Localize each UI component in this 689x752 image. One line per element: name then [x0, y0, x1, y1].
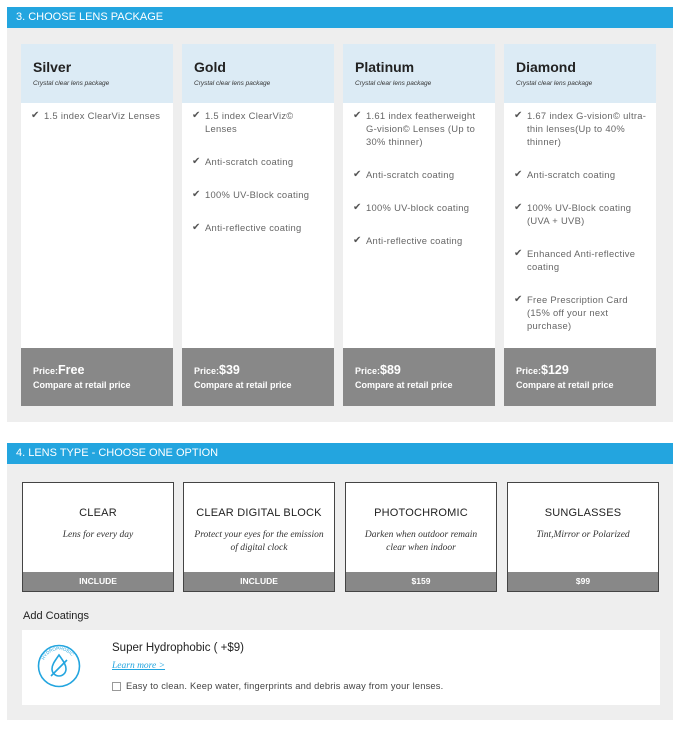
lens-option-price: INCLUDE	[184, 572, 334, 591]
compare-label: Compare at retail price	[355, 380, 453, 390]
feature-item	[192, 155, 326, 168]
lens-option-title: PHOTOCHROMIC	[374, 507, 468, 519]
check-icon: ✔	[192, 222, 201, 233]
lens-option-price: $99	[508, 572, 658, 591]
feature-item	[514, 247, 648, 273]
feature-item	[353, 201, 487, 214]
feature-item	[514, 109, 648, 148]
check-icon: ✔	[192, 110, 201, 121]
price-label: Price:	[194, 366, 220, 376]
package-card-silver[interactable]	[21, 44, 173, 406]
feature-list	[21, 103, 173, 122]
check-icon: ✔	[514, 248, 523, 259]
coating-checkbox-row[interactable]	[112, 681, 443, 691]
feature-list	[504, 103, 656, 332]
package-card-gold[interactable]	[182, 44, 334, 406]
package-name: Platinum	[355, 59, 415, 75]
price-label: Price:	[355, 366, 381, 376]
lens-option-title: CLEAR	[79, 507, 117, 519]
coating-title: Super Hydrophobic ( +$9)	[112, 642, 245, 654]
feature-item	[353, 234, 487, 247]
feature-item	[353, 168, 487, 181]
package-card-platinum[interactable]	[343, 44, 495, 406]
price-value: $89	[380, 363, 401, 377]
feature-text: Anti-reflective coating	[205, 222, 302, 233]
feature-text: Free Prescription Card (15% off your next purchase)	[527, 294, 628, 331]
price-value: Free	[58, 363, 85, 377]
lens-option-sunglasses[interactable]	[507, 482, 659, 592]
feature-item	[514, 168, 648, 181]
feature-item	[353, 109, 487, 148]
package-subtitle: Crystal clear lens package	[355, 80, 432, 87]
package-header	[504, 44, 656, 103]
lens-option-title: CLEAR DIGITAL BLOCK	[196, 507, 322, 519]
hydrophobic-droplet-icon	[37, 644, 81, 688]
section-header: 3. CHOOSE LENS PACKAGE	[7, 7, 673, 28]
package-subtitle: Crystal clear lens package	[33, 80, 110, 87]
feature-text: Anti-scratch coating	[205, 156, 294, 167]
feature-text: 1.5 index ClearViz Lenses	[44, 110, 161, 121]
lens-option-photochromic[interactable]	[345, 482, 497, 592]
price-label: Price:	[516, 366, 542, 376]
lens-option-title: SUNGLASSES	[544, 507, 622, 519]
price-value: $39	[219, 363, 240, 377]
lens-option-desc: Protect your eyes for the emission of digital clock	[194, 530, 324, 553]
svg-text:HYDROPHOBIC: HYDROPHOBIC	[40, 645, 75, 661]
package-footer	[21, 348, 173, 406]
section-header: 4. LENS TYPE - CHOOSE ONE OPTION	[7, 443, 673, 464]
package-name: Silver	[33, 59, 72, 75]
package-subtitle: Crystal clear lens package	[194, 80, 271, 87]
package-footer	[182, 348, 334, 406]
package-name: Diamond	[516, 59, 576, 75]
check-icon: ✔	[514, 169, 523, 180]
compare-label: Compare at retail price	[33, 380, 131, 390]
lens-option-price: INCLUDE	[23, 572, 173, 591]
package-header	[182, 44, 334, 103]
lens-option-price: $159	[346, 572, 496, 591]
check-icon: ✔	[353, 169, 362, 180]
lens-option-desc: Darken when outdoor remain clear when indoor	[364, 530, 478, 553]
compare-label: Compare at retail price	[194, 380, 292, 390]
check-icon: ✔	[31, 110, 40, 121]
package-card-diamond[interactable]	[504, 44, 656, 406]
lens-option-clear[interactable]	[22, 482, 174, 592]
feature-item	[192, 221, 326, 234]
lens-option-clear-digital-block[interactable]	[183, 482, 335, 592]
package-footer	[343, 348, 495, 406]
feature-text: Enhanced Anti-reflective coating	[527, 248, 636, 272]
check-icon: ✔	[514, 202, 523, 213]
price-label: Price:	[33, 366, 59, 376]
feature-text: 1.5 index ClearViz© Lenses	[205, 110, 294, 134]
package-name: Gold	[194, 59, 226, 75]
add-coatings-label: Add Coatings	[23, 610, 90, 622]
feature-text: 100% UV-Block coating (UVA + UVB)	[527, 202, 632, 226]
check-icon: ✔	[353, 235, 362, 246]
feature-text: 100% UV-block coating	[366, 202, 470, 213]
feature-list	[182, 103, 334, 234]
coating-checkbox-label: Easy to clean. Keep water, fingerprints and debris away from your lenses.	[126, 681, 444, 691]
price-value: $129	[541, 363, 569, 377]
feature-text: 100% UV-Block coating	[205, 189, 310, 200]
coating-checkbox[interactable]	[112, 682, 121, 691]
check-icon: ✔	[514, 110, 523, 121]
check-icon: ✔	[192, 189, 201, 200]
lens-type-section	[7, 443, 673, 720]
feature-item	[514, 293, 648, 332]
lens-option-desc: Tint,Mirror or Polarized	[536, 530, 630, 540]
check-icon: ✔	[353, 110, 362, 121]
feature-text: 1.67 index G-vision© ultra-thin lenses(Up to 40% thinner)	[527, 110, 647, 147]
check-icon: ✔	[353, 202, 362, 213]
learn-more-link[interactable]: Learn more >	[112, 661, 166, 671]
feature-text: Anti-scratch coating	[527, 169, 616, 180]
feature-item	[31, 109, 165, 122]
coating-option	[22, 630, 660, 705]
feature-text: Anti-reflective coating	[366, 235, 463, 246]
compare-label: Compare at retail price	[516, 380, 614, 390]
package-header	[343, 44, 495, 103]
check-icon: ✔	[192, 156, 201, 167]
feature-item	[192, 188, 326, 201]
lens-option-desc: Lens for every day	[62, 530, 134, 540]
package-footer	[504, 348, 656, 406]
feature-text: 1.61 index featherweight G-vision© Lenses (Up to 30% thinner)	[366, 110, 476, 147]
feature-text: Anti-scratch coating	[366, 169, 455, 180]
package-subtitle: Crystal clear lens package	[516, 80, 593, 87]
feature-item	[514, 201, 648, 227]
feature-item	[192, 109, 326, 135]
check-icon: ✔	[514, 294, 523, 305]
feature-list	[343, 103, 495, 247]
package-header	[21, 44, 173, 103]
lens-package-section	[7, 7, 673, 422]
